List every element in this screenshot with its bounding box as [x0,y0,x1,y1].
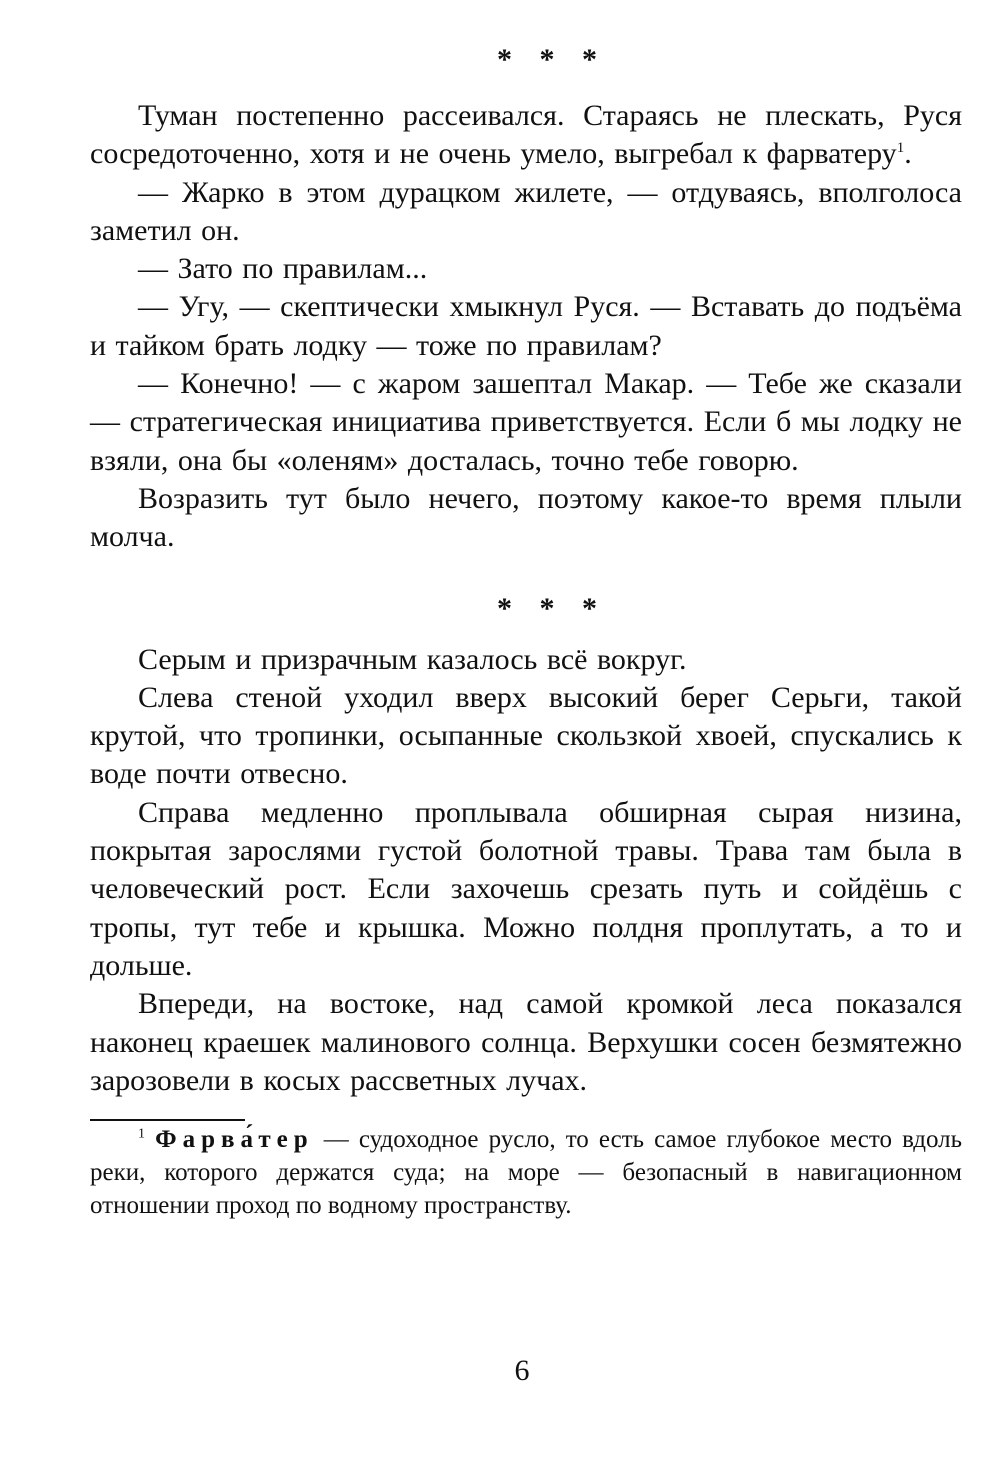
footnote-term: Фарва́тер [155,1126,314,1154]
scene-separator: * * * [497,43,607,76]
paragraph: Серым и призрачным казалось всё вокруг. [138,642,687,676]
paragraph: Впереди, на востоке, над самой кромкой леса показался наконец краешек малинового солнца. Верхушки сосен безмятежно зарозовели в косых рассветных лучах. [90,987,962,1097]
page-body [90,40,962,1222]
paragraph-tail: . [904,137,912,171]
paragraph [90,97,962,174]
dialogue-line: — Конечно! — с жаром зашептал Макар. — Тебе же сказали — стратегическая инициатива приветствуется. Если б мы лодку не взяли, она бы «оленям» досталась, точно тебе говорю. [90,367,962,477]
dialogue-line: — Угу, — скептически хмыкнул Руся. — Вставать до подъёма и тайком брать лодку — тоже по правилам? [90,290,962,362]
paragraph: Справа медленно проплывала обширная сырая низина, покрытая зарослями густой болотной травы. Трава там была в человеческий рост. Если захочешь срезать путь и сойдёшь с тропы, тут тебе и крышка. Можно полдня проплутать, а то и дольше. [90,795,962,982]
dialogue-line: — Жарко в этом дурацком жилете, — отдуваясь, вполголоса заметил он. [90,175,962,247]
page-number: 6 [514,1354,530,1387]
footnote-divider [90,1119,245,1121]
footnote [90,1123,962,1222]
paragraph-text: Туман постепенно рассеивался. Стараясь не плескать, Руся сосредоточенно, хотя и не очень умело, выгребал к фарватеру [90,99,962,171]
footnote-definition: — судоходное русло, то есть самое глубокое место вдоль реки, которого держатся суда; на море — безопасный в навигационном отношении проход по водному пространству. [90,1126,963,1220]
paragraph: Слева стеной уходил вверх высокий берег Серьги, такой крутой, что тропинки, осыпанные скользкой хвоей, спускались к воде почти отвесно. [90,680,962,791]
dialogue-line: — Зато по правилам... [138,252,428,286]
scene-separator: * * * [497,591,607,625]
footnote-reference[interactable]: 1 [896,140,905,157]
paragraph: Возразить тут было нечего, поэтому какое-то время плыли молча. [90,481,962,554]
footnote-mark: 1 [138,1126,145,1142]
